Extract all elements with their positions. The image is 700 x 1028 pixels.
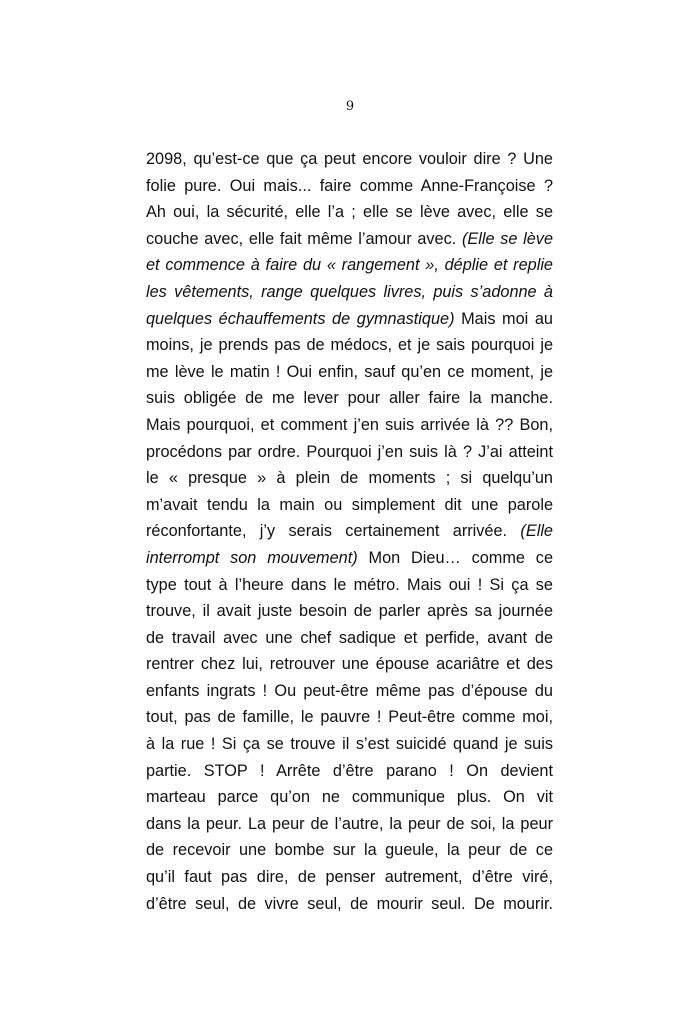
stage-direction-text: et commence à faire du « rangement », déplie et replie bbox=[146, 256, 553, 275]
text-line bbox=[146, 412, 553, 439]
text-line bbox=[146, 651, 553, 678]
dialogue-text: trouve, il avait juste besoin de parler après sa journée bbox=[146, 602, 553, 621]
text-line bbox=[146, 678, 553, 705]
dialogue-text: couche avec, elle fait même l’amour avec. bbox=[146, 229, 462, 248]
dialogue-text: tout, pas de famille, le pauvre ! Peut-être comme moi, bbox=[146, 708, 553, 727]
text-line bbox=[146, 146, 553, 173]
dialogue-text: Mais moi au bbox=[454, 309, 553, 328]
text-line bbox=[146, 704, 553, 731]
text-line bbox=[146, 385, 553, 412]
dialogue-text: d’être seul, de vivre seul, de mourir seul. De mourir. bbox=[146, 894, 553, 913]
dialogue-text: partie. STOP ! Arrête d’être parano ! On devient bbox=[146, 761, 553, 780]
text-line bbox=[146, 731, 553, 758]
body-text bbox=[146, 146, 553, 917]
text-line bbox=[146, 758, 553, 785]
dialogue-text: 2098, qu’est-ce que ça peut encore vouloir dire ? Une bbox=[146, 150, 553, 168]
stage-direction-text: (Elle bbox=[520, 522, 553, 541]
dialogue-text: dans la peur. La peur de l’autre, la peur de soi, la peur bbox=[146, 814, 553, 833]
text-line bbox=[146, 439, 553, 466]
dialogue-text: le « presque » à plein de moments ; si quelqu’un bbox=[146, 469, 553, 488]
dialogue-text: type tout à l’heure dans le métro. Mais oui ! Si ça se bbox=[146, 575, 553, 594]
dialogue-text: moins, je prends pas de médocs, et je sais pourquoi je bbox=[146, 336, 553, 355]
stage-direction-text: les vêtements, range quelques livres, puis s’adonne à bbox=[146, 282, 553, 301]
text-line bbox=[146, 173, 553, 200]
text-line bbox=[146, 811, 553, 838]
text-line bbox=[146, 837, 553, 864]
dialogue-text: procédons par ordre. Pourquoi j’en suis là ? J’ai atteint bbox=[146, 442, 553, 461]
dialogue-text: Mais pourquoi, et comment j’en suis arrivée là ?? Bon, bbox=[146, 415, 553, 434]
text-line bbox=[146, 518, 553, 545]
dialogue-text: qu’il faut pas dire, de penser autrement, d’être viré, bbox=[146, 868, 553, 887]
stage-direction-text: quelques échauffements de gymnastique) bbox=[146, 309, 455, 328]
stage-direction-text: interrompt son mouvement) bbox=[146, 548, 358, 567]
text-line bbox=[146, 359, 553, 386]
page-number: 9 bbox=[345, 99, 355, 114]
dialogue-text: à la rue ! Si ça se trouve il s’est suicidé quand je suis bbox=[146, 735, 553, 754]
dialogue-text: rentrer chez lui, retrouver une épouse acariâtre et des bbox=[146, 655, 553, 674]
text-line bbox=[146, 545, 553, 572]
text-line bbox=[146, 891, 553, 918]
text-line bbox=[146, 226, 553, 253]
text-line bbox=[146, 306, 553, 333]
text-line bbox=[146, 572, 553, 599]
text-line bbox=[146, 252, 553, 279]
dialogue-text: suis obligée de me lever pour aller faire la manche. bbox=[146, 389, 553, 408]
dialogue-text: de travail avec une chef sadique et perfide, avant de bbox=[146, 628, 553, 647]
dialogue-text: de recevoir une bombe sur la gueule, la peur de ce bbox=[146, 841, 553, 860]
dialogue-text: m’avait tendu la main ou simplement dit une parole bbox=[146, 495, 553, 514]
dialogue-text: réconfortante, j’y serais certainement arrivée. bbox=[146, 522, 521, 541]
stage-direction-text: (Elle se lève bbox=[461, 229, 553, 248]
text-line bbox=[146, 625, 553, 652]
dialogue-text: enfants ingrats ! Ou peut-être même pas d’épouse du bbox=[146, 681, 553, 700]
text-line bbox=[146, 598, 553, 625]
text-line bbox=[146, 864, 553, 891]
dialogue-text: me lève le matin ! Oui enfin, sauf qu’en ce moment, je bbox=[146, 362, 553, 381]
text-line bbox=[146, 492, 553, 519]
dialogue-text: folie pure. Oui mais... faire comme Anne-Françoise ? bbox=[146, 176, 553, 195]
dialogue-text: Ah oui, la sécurité, elle l’a ; elle se lève avec, elle se bbox=[146, 203, 553, 222]
text-line bbox=[146, 279, 553, 306]
text-line bbox=[146, 465, 553, 492]
text-line bbox=[146, 199, 553, 226]
text-line bbox=[146, 332, 553, 359]
dialogue-text: Mon Dieu… comme ce bbox=[357, 548, 553, 567]
text-line bbox=[146, 784, 553, 811]
dialogue-text: marteau parce qu’on ne communique plus. On vit bbox=[146, 788, 553, 807]
